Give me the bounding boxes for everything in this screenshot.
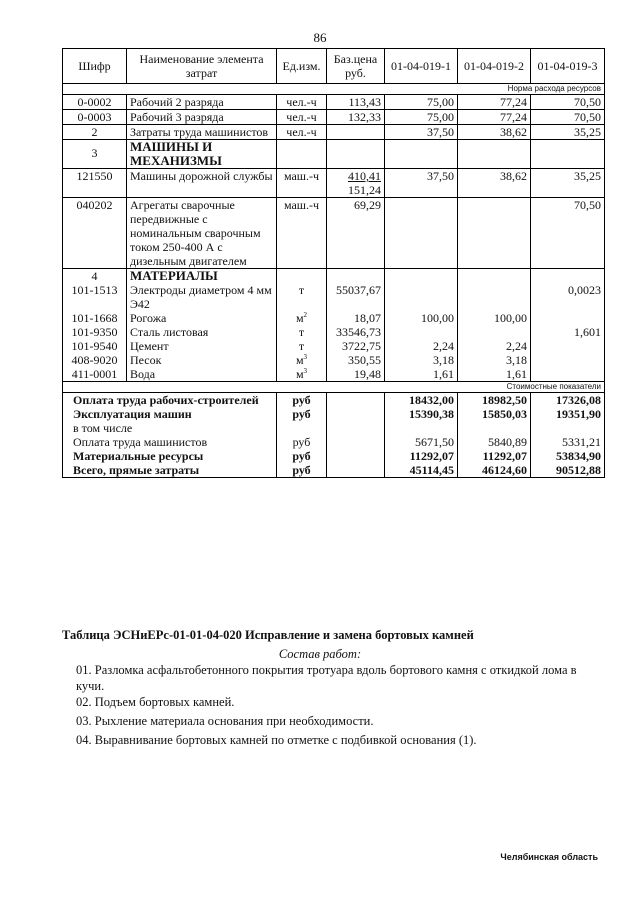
- row-v3: [531, 311, 605, 325]
- row-unit: [277, 283, 327, 311]
- row-v3: [531, 367, 605, 382]
- table-row: [63, 339, 605, 353]
- region-label: Челябинская область: [500, 852, 598, 862]
- row-v3: 0,0023: [531, 283, 605, 311]
- row-code: 0-0003: [63, 110, 127, 125]
- row-v1: 75,00: [385, 110, 458, 125]
- summary-v2: 11292,07: [458, 449, 531, 463]
- summary-price: [327, 407, 385, 435]
- row-price: 33546,73: [327, 325, 385, 339]
- summary-name: [63, 393, 277, 408]
- summary-v3: 90512,88: [531, 463, 605, 478]
- row-name: Рабочий 2 разряда: [127, 95, 277, 110]
- header-unit: Ед.изм.: [277, 49, 327, 84]
- table-row: [63, 283, 605, 311]
- section-code: 3: [63, 140, 127, 169]
- unit-text: т: [298, 339, 305, 353]
- summary-unit: руб: [277, 463, 327, 478]
- row-name: Машины дорожной службы: [127, 169, 277, 198]
- table-title: Таблица ЭСНиЕРс-01-01-04-020 Исправление и замена бортовых камней: [62, 628, 474, 642]
- table-row: [63, 311, 605, 325]
- row-v3: [531, 353, 605, 367]
- row-code: 040202: [63, 198, 127, 269]
- summary-name: [63, 435, 277, 449]
- summary-v2: 18982,50: [458, 393, 531, 408]
- row-v2: [458, 283, 531, 311]
- summary-label: Эксплуатация машин: [73, 407, 192, 421]
- composition-label: Состав работ:: [278, 647, 362, 661]
- work-item: 01. Разломка асфальтобетонного покрытия тротуара вдоль бортового камня с откидкой лома в кучи.: [76, 663, 577, 693]
- row-v1: 100,00: [385, 311, 458, 325]
- row-v2: 2,24: [458, 339, 531, 353]
- row-code: 0-0002: [63, 95, 127, 110]
- summary-sublabel: в том числе: [73, 421, 133, 435]
- row-v3: [531, 339, 605, 353]
- row-v2: 38,62: [458, 169, 531, 198]
- row-unit: чел.-ч: [277, 125, 327, 140]
- header-code: Шифр: [63, 49, 127, 84]
- row-name: Электроды диаметром 4 мм Э42: [127, 283, 277, 311]
- summary-name: [63, 449, 277, 463]
- table-header-row: [63, 49, 605, 84]
- row-code: 101-1513: [63, 283, 127, 311]
- row-unit: [277, 311, 327, 325]
- row-v2: [458, 198, 531, 269]
- summary-v1: 5671,50: [385, 435, 458, 449]
- table-row: [63, 353, 605, 367]
- table-row: [63, 367, 605, 382]
- summary-price: [327, 435, 385, 449]
- summary-row: [63, 449, 605, 463]
- row-v2: 3,18: [458, 353, 531, 367]
- row-v1: 2,24: [385, 339, 458, 353]
- row-v2: 1,61: [458, 367, 531, 382]
- summary-price: [327, 449, 385, 463]
- row-unit: маш.-ч: [277, 169, 327, 198]
- row-unit: [277, 367, 327, 382]
- section-row-materials: [63, 269, 605, 284]
- row-price: 19,48: [327, 367, 385, 382]
- row-code: 101-1668: [63, 311, 127, 325]
- header-base-price: Баз.цена руб.: [327, 49, 385, 84]
- summary-label: Оплата труда машинистов: [73, 435, 208, 449]
- row-v2: 38,62: [458, 125, 531, 140]
- row-name: Агрегаты сварочные передвижные с номинальным сварочным током 250-400 А с дизельным двигателем: [127, 198, 277, 269]
- table-row: [63, 95, 605, 110]
- work-item: 04. Выравнивание бортовых камней по отметке с подбивкой основания (1).: [76, 733, 477, 747]
- row-price: 132,33: [327, 110, 385, 125]
- summary-unit: руб: [277, 435, 327, 449]
- row-v1: 37,50: [385, 125, 458, 140]
- row-price: 113,43: [327, 95, 385, 110]
- header-col1: 01-04-019-1: [385, 49, 458, 84]
- row-v1: 3,18: [385, 353, 458, 367]
- header-name: Наименование элемента затрат: [127, 49, 277, 84]
- row-code: 121550: [63, 169, 127, 198]
- row-price-secondary: 151,24: [348, 183, 381, 197]
- norm-label: Норма расхода ресурсов: [63, 84, 605, 95]
- summary-name: [63, 407, 277, 435]
- summary-v3: 5331,21: [531, 435, 605, 449]
- summary-v2: 5840,89: [458, 435, 531, 449]
- cost-label: Стоимостные показатели: [63, 382, 605, 393]
- row-code: 411-0001: [63, 367, 127, 382]
- unit-text: т: [298, 283, 305, 297]
- row-v1: 75,00: [385, 95, 458, 110]
- unit-text: т: [298, 325, 305, 339]
- section-title: МАТЕРИАЛЫ: [127, 269, 277, 284]
- row-price: [327, 169, 385, 198]
- row-v2: 77,24: [458, 110, 531, 125]
- unit-text: м: [295, 353, 304, 367]
- summary-v3: 53834,90: [531, 449, 605, 463]
- summary-row: [63, 463, 605, 478]
- summary-name: [63, 463, 277, 478]
- table-row: [63, 125, 605, 140]
- summary-v3: 17326,08: [531, 393, 605, 408]
- header-col2: 01-04-019-2: [458, 49, 531, 84]
- row-price-primary: 410,41: [348, 169, 381, 183]
- row-v3: 35,25: [531, 125, 605, 140]
- row-unit: чел.-ч: [277, 95, 327, 110]
- row-unit: чел.-ч: [277, 110, 327, 125]
- row-price: 350,55: [327, 353, 385, 367]
- row-unit: [277, 325, 327, 339]
- unit-exponent: 2: [303, 311, 308, 319]
- row-name: Рогожа: [127, 311, 277, 325]
- summary-unit: руб: [277, 407, 327, 435]
- summary-v1: 18432,00: [385, 393, 458, 408]
- table-row: [63, 169, 605, 198]
- summary-row: [63, 407, 605, 435]
- header-col3: 01-04-019-3: [531, 49, 605, 84]
- summary-row: [63, 393, 605, 408]
- row-v1: [385, 283, 458, 311]
- unit-exponent: 3: [303, 353, 308, 361]
- row-code: 101-9350: [63, 325, 127, 339]
- row-v3: 70,50: [531, 110, 605, 125]
- resource-table: [62, 48, 605, 478]
- row-unit: [277, 353, 327, 367]
- summary-label: Оплата труда рабочих-строителей: [73, 393, 259, 407]
- unit-text: м: [295, 367, 304, 381]
- table-row: [63, 110, 605, 125]
- summary-label: Материальные ресурсы: [73, 449, 204, 463]
- row-v1: [385, 198, 458, 269]
- summary-price: [327, 393, 385, 408]
- row-price: [327, 125, 385, 140]
- section-code: 4: [63, 269, 127, 284]
- row-name: Песок: [127, 353, 277, 367]
- table-row: [63, 198, 605, 269]
- row-v2: [458, 325, 531, 339]
- row-name: Затраты труда машинистов: [127, 125, 277, 140]
- row-unit: маш.-ч: [277, 198, 327, 269]
- norm-label-row: [63, 84, 605, 95]
- summary-v3: 19351,90: [531, 407, 605, 435]
- row-price: 3722,75: [327, 339, 385, 353]
- summary-price: [327, 463, 385, 478]
- section-row-machines: [63, 140, 605, 169]
- row-v2: 77,24: [458, 95, 531, 110]
- row-code: 101-9540: [63, 339, 127, 353]
- row-v1: 37,50: [385, 169, 458, 198]
- row-code: 2: [63, 125, 127, 140]
- page-number: 86: [313, 30, 327, 45]
- row-v3: 35,25: [531, 169, 605, 198]
- summary-unit: руб: [277, 449, 327, 463]
- row-v1: 1,61: [385, 367, 458, 382]
- unit-text: м: [295, 311, 304, 325]
- summary-v2: 15850,03: [458, 407, 531, 435]
- summary-v2: 46124,60: [458, 463, 531, 478]
- section-title: МАШИНЫ И МЕХАНИЗМЫ: [127, 140, 277, 169]
- row-v3: 70,50: [531, 198, 605, 269]
- work-item: 03. Рыхление материала основания при необходимости.: [76, 714, 374, 728]
- row-v1: [385, 325, 458, 339]
- unit-exponent: 3: [303, 367, 308, 375]
- row-v2: 100,00: [458, 311, 531, 325]
- row-v3: 70,50: [531, 95, 605, 110]
- summary-unit: руб: [277, 393, 327, 408]
- row-price: 55037,67: [327, 283, 385, 311]
- summary-row: [63, 435, 605, 449]
- summary-v1: 15390,38: [385, 407, 458, 435]
- work-item: 02. Подъем бортовых камней.: [76, 695, 235, 709]
- row-v3: 1,601: [531, 325, 605, 339]
- summary-v1: 11292,07: [385, 449, 458, 463]
- row-price: 18,07: [327, 311, 385, 325]
- cost-label-row: [63, 382, 605, 393]
- row-name: Цемент: [127, 339, 277, 353]
- table-row: [63, 325, 605, 339]
- row-name: Рабочий 3 разряда: [127, 110, 277, 125]
- row-unit: [277, 339, 327, 353]
- row-name: Сталь листовая: [127, 325, 277, 339]
- summary-label: Всего, прямые затраты: [73, 463, 200, 477]
- row-code: 408-9020: [63, 353, 127, 367]
- row-price: 69,29: [327, 198, 385, 269]
- summary-v1: 45114,45: [385, 463, 458, 478]
- row-name: Вода: [127, 367, 277, 382]
